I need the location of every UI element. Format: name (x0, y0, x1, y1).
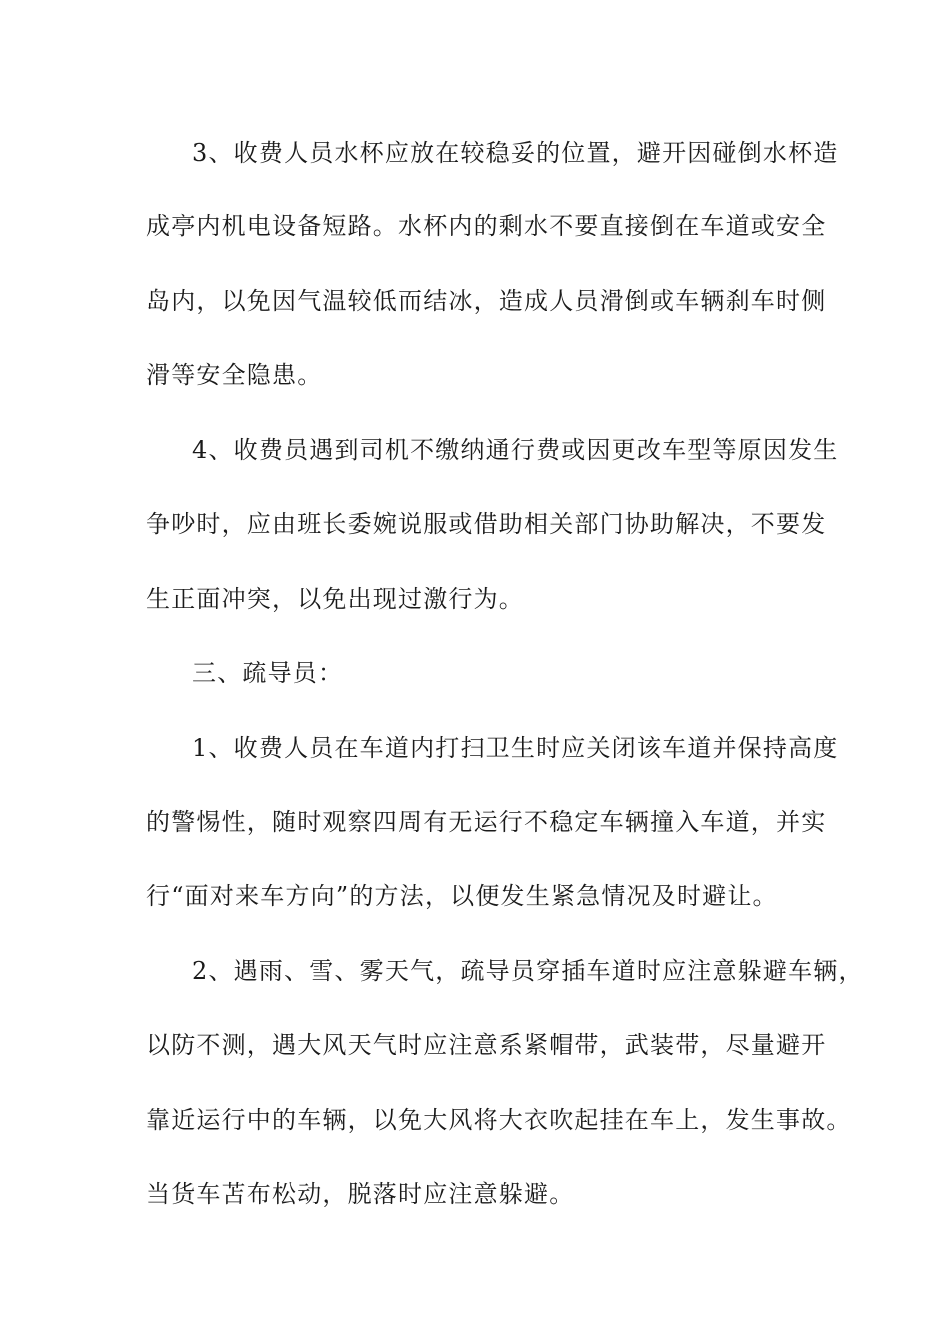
paragraph-3-line-3: 岛内，以免因气温较低而结冰，造成人员滑倒或车辆刹车时侧 (146, 287, 827, 315)
paragraph-guide-2-line-3: 靠近运行中的车辆，以免大风将大衣吹起挂在车上，发生事故。 (146, 1106, 852, 1134)
paragraph-3-line-2: 成亭内机电设备短路。水杯内的剩水不要直接倒在车道或安全 (146, 212, 827, 240)
section-heading-guide: 三、疏导员： (192, 659, 344, 687)
paragraph-3-line-1: 3、收费人员水杯应放在较稳妥的位置，避开因碰倒水杯造 (192, 139, 839, 167)
paragraph-guide-2-line-4: 当货车苫布松动，脱落时应注意躲避。 (146, 1180, 575, 1208)
paragraph-3-line-4: 滑等安全隐患。 (146, 361, 323, 389)
paragraph-guide-1-line-3: 行“面对来车方向”的方法，以便发生紧急情况及时避让。 (146, 882, 778, 910)
paragraph-4-line-2: 争吵时，应由班长委婉说服或借助相关部门协助解决，不要发 (146, 510, 827, 538)
paragraph-4-line-3: 生正面冲突，以免出现过激行为。 (146, 585, 524, 613)
paragraph-guide-1-line-2: 的警惕性，随时观察四周有无运行不稳定车辆撞入车道，并实 (146, 808, 827, 836)
paragraph-guide-2-line-1: 2、遇雨、雪、雾天气，疏导员穿插车道时应注意躲避车辆， (192, 957, 864, 985)
paragraph-guide-2-line-2: 以防不测，遇大风天气时应注意系紧帽带，武装带，尽量避开 (146, 1031, 827, 1059)
paragraph-guide-1-line-1: 1、收费人员在车道内打扫卫生时应关闭该车道并保持高度 (192, 734, 839, 762)
paragraph-4-line-1: 4、收费员遇到司机不缴纳通行费或因更改车型等原因发生 (192, 436, 839, 464)
